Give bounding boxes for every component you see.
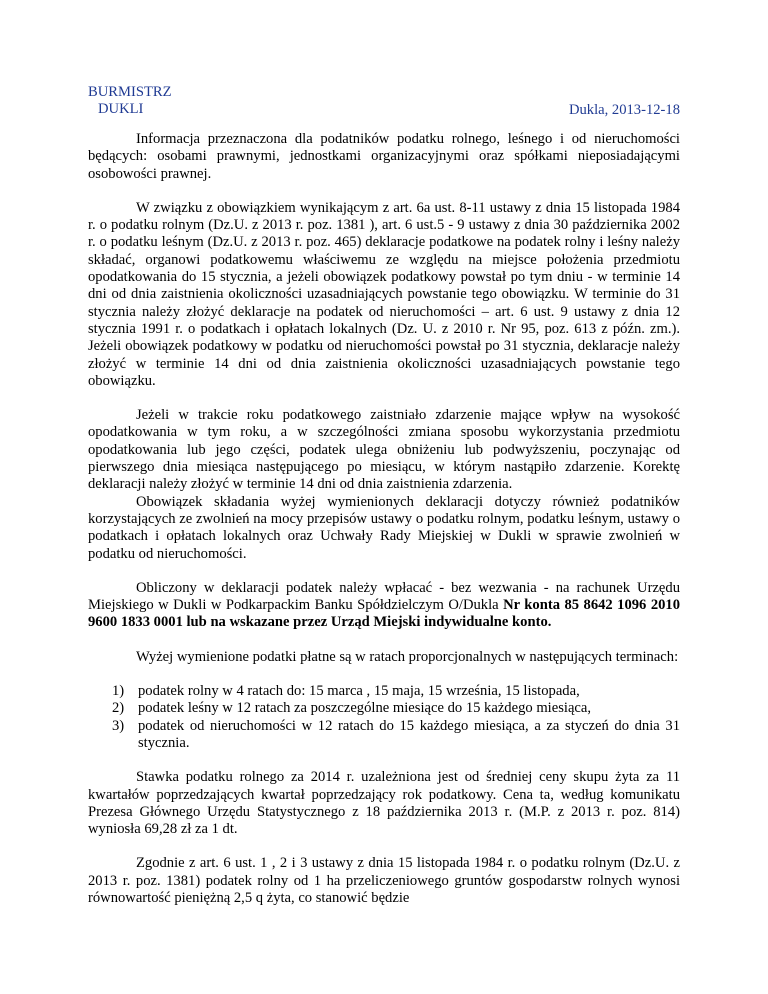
letter-body bbox=[88, 131, 680, 907]
installments-list bbox=[88, 683, 680, 752]
list-item bbox=[88, 683, 680, 700]
list-number: 2) bbox=[112, 700, 125, 717]
list-item bbox=[88, 700, 680, 717]
intro-paragraph: Informacja przeznaczona dla podatników podatku rolnego, leśnego i od nieruchomości będących: osobami prawnymi, jednostkami organizacyjnymi oraz spółkami nieposiadającymi osobowości prawnej. bbox=[88, 131, 680, 182]
list-text: podatek od nieruchomości w 12 ratach do 15 każdego miesiąca, a za styczeń do dnia 31 stycznia. bbox=[138, 717, 680, 751]
exemptions-paragraph: Obowiązek składania wyżej wymienionych deklaracji dotyczy również podatników korzystających ze zwolnień na mocy przepisów ustawy o podatku rolnym, podatku leśnym, ustawy o podatkach i opłatach lokalnych oraz Uchwały Rady Miejskiej w Dukli w sprawie zwolnień w podatku od nieruchomości. bbox=[88, 493, 680, 562]
payment-account-paragraph bbox=[88, 580, 680, 632]
issuer-city: DUKLI bbox=[98, 101, 144, 117]
bank-account-number: Nr konta 85 8642 1096 2010 9600 1833 0001 lub na wskazane przez Urząd Miejski indywidualne konto. bbox=[88, 597, 681, 631]
agricultural-tax-rate-paragraph: Zgodnie z art. 6 ust. 1 , 2 i 3 ustawy z dnia 15 listopada 1984 r. o podatku rolnym (Dz.U. z 2013 r. poz. 1381) podatek rolny od 1 ha przeliczeniowego gruntów gospodarstw rolnych wynosi równowartość pieniężną 2,5 q żyta, co stanowić będzie bbox=[88, 855, 680, 906]
list-text: podatek rolny w 4 ratach do: 15 marca , 15 maja, 15 września, 15 listopada, bbox=[138, 683, 580, 700]
list-text: podatek leśny w 12 ratach za poszczególne miesiące do 15 każdego miesiąca, bbox=[138, 700, 592, 717]
list-number: 3) bbox=[112, 717, 125, 734]
installments-intro: Wyżej wymienione podatki płatne są w ratach proporcjonalnych w następujących terminach: bbox=[136, 648, 679, 665]
payment-text: Obliczony w deklaracji podatek należy wpłacać - bez wezwania - na rachunek Urzędu Miejskiego w Dukli w Podkarpackim Banku Spółdzielczym O/Dukla bbox=[88, 579, 680, 614]
place-and-date: Dukla, 2013-12-18 bbox=[568, 102, 680, 118]
declaration-deadlines-paragraph: W związku z obowiązkiem wynikającym z art. 6a ust. 8-11 ustawy z dnia 15 listopada 1984 r. o podatku rolnym (Dz.U. z 2013 r. poz. 1381 ), art. 6 ust.5 - 9 ustawy z dnia 30 października 2002 r. o podatku leśnym (Dz.U. z 2013 r. poz. 465) deklaracje podatkowe na podatek rolny i leśny należy składać, organowi podatkowemu właściwemu ze względu na miejsce położenia przedmiotu opodatkowania do 15 stycznia, a jeżeli obowiązek podatkowy powstał po tym dniu - w terminie 14 dni od dnia zaistnienia okoliczności uzasadniających powstanie tego obowiązku. W terminie do 31 stycznia należy złożyć deklaracje na podatek od nieruchomości – art. 6 ust. 9 ustawy z dnia 12 stycznia 1991 r. o podatkach i opłatach lokalnych (Dz. U. z 2010 r. Nr 95, poz. 613 z późn. zm.). Jeżeli obowiązek podatkowy w podatku od nieruchomości powstał po 31 stycznia, deklaracje należy złożyć w terminie 14 dni od dnia zaistnienia okoliczności uzasadniających powstanie tego obowiązku. bbox=[88, 199, 680, 389]
tax-change-paragraph: Jeżeli w trakcie roku podatkowego zaistniało zdarzenie mające wpływ na wysokość opodatkowania w tym roku, a w szczególności zmiana sposobu wykorzystania przedmiotu opodatkowania lub jego części, podatek ulega obniżeniu lub podwyższeniu, poczynając od pierwszego dnia miesiąca następującego po miesiącu, w którym nastąpiło zdarzenie. Korektę deklaracji należy złożyć w terminie 14 dni od dnia zaistnienia zdarzenia. bbox=[88, 407, 680, 493]
rye-price-paragraph: Stawka podatku rolnego za 2014 r. uzależniona jest od średniej ceny skupu żyta za 11 kwartałów poprzedzających kwartał poprzedzający rok podatkowy. Cena ta, według komunikatu Prezesa Głównego Urzędu Statystycznego z 18 października 2013 r. (M.P. z 2013 r. poz. 814) wyniosła 69,28 zł za 1 dt. bbox=[88, 769, 680, 838]
list-item bbox=[88, 718, 680, 753]
letter-header bbox=[88, 84, 680, 124]
issuer-title: BURMISTRZ bbox=[88, 84, 172, 100]
list-number: 1) bbox=[112, 683, 125, 700]
